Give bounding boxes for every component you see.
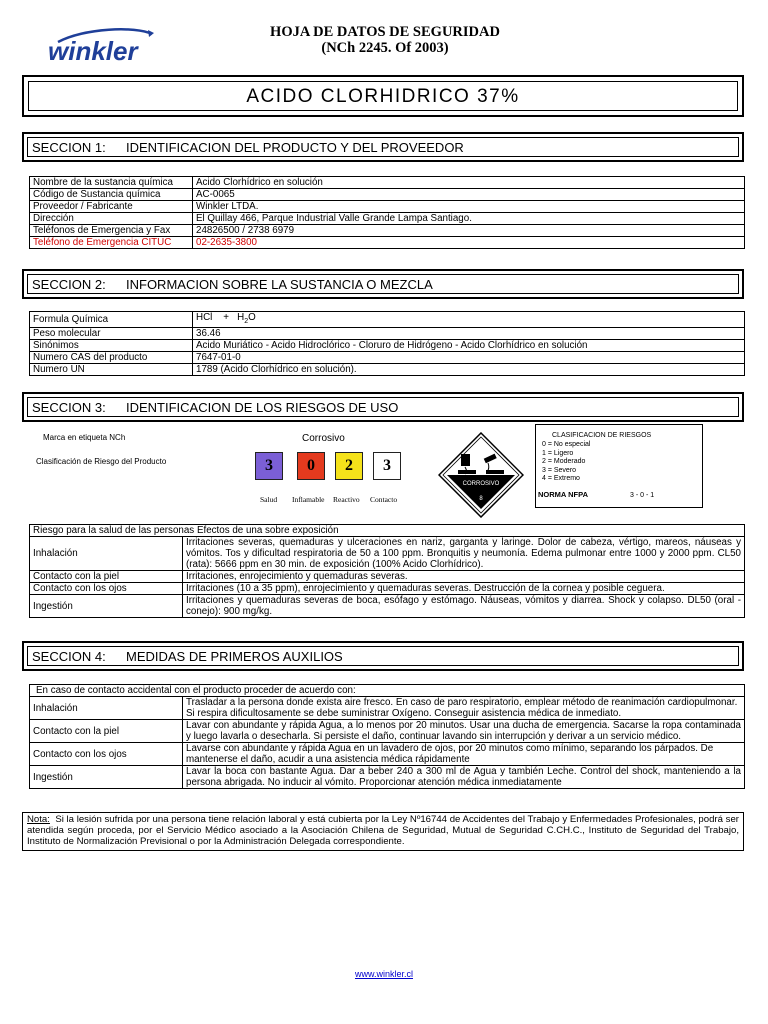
section-title: IDENTIFICACION DEL PRODUCTO Y DEL PROVEEDOR (126, 140, 464, 155)
logo-swoosh-icon (40, 22, 170, 72)
table-row (30, 351, 745, 363)
intro-text: En caso de contacto accidental con el producto proceder de acuerdo con: (30, 685, 745, 697)
corrosive-diamond-icon (438, 432, 524, 518)
row-label: Formula Química (30, 312, 193, 328)
table-row (30, 327, 745, 339)
table-row (30, 583, 745, 595)
table-row (30, 312, 745, 328)
row-label: Inhalación (30, 697, 183, 720)
row-label: Código de Sustancia química (30, 189, 193, 201)
table-header-row (30, 525, 745, 537)
website-link[interactable]: www.winkler.cl (354, 969, 413, 979)
clasificacion-label: Clasificación de Riesgo del Producto (36, 457, 167, 466)
nfpa-contact-square: 3 (373, 452, 401, 480)
row-value: Irritaciones, enrojecimiento y quemaduras severas. (183, 571, 745, 583)
row-value: Irritaciones severas, quemaduras y ulceraciones en nariz, garganta y laringe. Dolor de cabeza, vértigo, mareos, náuseas y vómitos. Tos y dificultad respiratoria de 50 a 100 ppm. Bronquitis y neumonía. Edema pulmonar entre 1000 y 2000 ppm. CL50 (rata): 5666 ppm en 30 min. de exposición (100% Acido Clorhídrico). (183, 537, 745, 571)
section-4-header (22, 641, 744, 671)
norma-nfpa-value: 3 - 0 - 1 (630, 492, 655, 499)
table-row (30, 201, 745, 213)
table-row (30, 697, 745, 720)
section-1-header (22, 132, 744, 162)
legend-title: CLASIFICACION DE RIESGOS (552, 432, 652, 439)
row-value: AC-0065 (193, 189, 745, 201)
legend-item: 0 = No especial (542, 441, 591, 448)
legend-item: 1 = Ligero (542, 449, 574, 457)
row-value: El Quillay 466, Parque Industrial Valle Grande Lampa Santiago. (193, 213, 745, 225)
row-label: Proveedor / Fabricante (30, 201, 193, 213)
section-3-header (22, 392, 744, 422)
row-value: Irritaciones (10 a 35 ppm), enrojecimiento y quemaduras severas. Destrucción de la cornea y posible ceguera. (183, 583, 745, 595)
row-label: Ingestión (30, 595, 183, 618)
section-title: MEDIDAS DE PRIMEROS AUXILIOS (126, 649, 343, 664)
corrosivo-label: Corrosivo (302, 433, 345, 444)
row-value: 1789 (Acido Clorhídrico en solución). (193, 363, 745, 375)
table-row (30, 189, 745, 201)
section-3-table (29, 524, 745, 618)
section-number: SECCION 2: (32, 277, 106, 292)
table-row (30, 225, 745, 237)
winkler-logo (40, 22, 170, 72)
norma-nfpa-label: NORMA NFPA (538, 490, 588, 499)
square-label: Salud (260, 495, 278, 504)
section-2-header (22, 269, 744, 299)
row-value: 02-2635-3800 (193, 237, 745, 249)
marca-label: Marca en etiqueta NCh (43, 433, 126, 442)
table-row (30, 213, 745, 225)
document-title: HOJA DE DATOS DE SEGURIDAD (270, 24, 500, 40)
product-title-box (22, 75, 744, 117)
row-value: Acido Muriático - Acido Hidroclórico - Cloruro de Hidrógeno - Acido Clorhídrico en solución (193, 339, 745, 351)
section-4-table (29, 684, 745, 789)
row-value: Lavar la boca con bastante Agua. Dar a beber 240 a 300 ml de Agua y también Leche. Control del shock, manteniendo a la persona abrigada. No inducir al vómito. Proporcionar atención médica inmediatamente (183, 766, 745, 789)
square-label: Reactivo (333, 495, 360, 504)
table-intro-row (30, 685, 745, 697)
nfpa-health-square: 3 (255, 452, 283, 480)
table-row (30, 743, 745, 766)
square-label: Contacto (370, 495, 398, 504)
row-value: Irritaciones y quemaduras severas de boca, esófago y estómago. Náuseas, vómitos y diarrea. Shock y colapso. DL50 (oral - conejo): 900 mg/kg. (183, 595, 745, 618)
table-header: Riesgo para la salud de las personas Efectos de una sobre exposición (30, 525, 745, 537)
table-row (30, 571, 745, 583)
row-value: Trasladar a la persona donde exista aire fresco. En caso de paro respiratorio, emplear método de reanimación cardiopulmonar. Si respira dificultosamente se debe suministrar Oxígeno. Conseguir asistencia médica de inmediato. (183, 697, 745, 720)
table-row (30, 339, 745, 351)
row-label: Sinónimos (30, 339, 193, 351)
row-label: Contacto con la piel (30, 720, 183, 743)
row-label: Contacto con la piel (30, 571, 183, 583)
legend-item: 3 = Severo (542, 466, 577, 474)
table-row (30, 595, 745, 618)
section-number: SECCION 4: (32, 649, 106, 664)
row-label: Peso molecular (30, 327, 193, 339)
row-label: Dirección (30, 213, 193, 225)
row-value: 7647-01-0 (193, 351, 745, 363)
section-title: IDENTIFICACION DE LOS RIESGOS DE USO (126, 400, 399, 415)
table-row (30, 237, 745, 249)
section-number: SECCION 1: (32, 140, 106, 155)
row-value: Lavar con abundante y rápida Agua, a lo menos por 20 minutos. Usar una ducha de emergencia. Sacarse la ropa contaminada y luego lavarla o desecharla. Si persiste el daño, continuar lavando sin interrupción y derivar a un servicio médico. (183, 720, 745, 743)
nfpa-reactive-square: 2 (335, 452, 363, 480)
square-label: Inflamable (292, 495, 325, 504)
legend-item: 4 = Extremo (542, 475, 580, 482)
row-label: Ingestión (30, 766, 183, 789)
table-row (30, 537, 745, 571)
table-row (30, 177, 745, 189)
row-label: Numero CAS del producto (30, 351, 193, 363)
diamond-label: CORROSIVO (462, 481, 500, 487)
logo-text: winkler (48, 36, 138, 66)
row-value: Acido Clorhídrico en solución (193, 177, 745, 189)
legal-note (22, 812, 744, 851)
row-label: Numero UN (30, 363, 193, 375)
row-label: Nombre de la sustancia química (30, 177, 193, 189)
section-1-table (29, 176, 745, 249)
row-value: Lavarse con abundante y rápida Agua en un lavadero de ojos, por 20 minutos como mínimo, separando los párpados. De mantenerse el daño, acudir a una asistencia médica rápidamente (183, 743, 745, 766)
row-label: Inhalación (30, 537, 183, 571)
row-label: Contacto con los ojos (30, 583, 183, 595)
row-label: Teléfonos de Emergencia y Fax (30, 225, 193, 237)
section-title: INFORMACION SOBRE LA SUSTANCIA O MEZCLA (126, 277, 433, 292)
risk-legend-box (535, 424, 703, 508)
section-number: SECCION 3: (32, 400, 106, 415)
note-text: Si la lesión sufrida por una persona tiene relación laboral y está cubierta por la Ley Nº16744 de Accidentes del Trabajo y Enfermedades Profesionales, podrá ser atendida según proceda, por el Servicio Médico asociado a la Asociación Chilena de Seguridad, Mutual de Seguridad C.CH.C., Instituto de Seguridad del Trabajo, Instituto de Normalización Previsional o por la Administración Delegada correspondiente. (27, 814, 739, 847)
table-row (30, 363, 745, 375)
section-2-table (29, 311, 745, 376)
product-title: ACIDO CLORHIDRICO 37% (28, 81, 738, 111)
note-label: Nota: (27, 814, 50, 825)
table-row (30, 766, 745, 789)
legend-item: 2 = Moderado (542, 458, 586, 465)
row-label: Teléfono de Emergencia CITUC (30, 237, 193, 249)
document-norm: (NCh 2245. Of 2003) (321, 40, 449, 56)
row-label: Contacto con los ojos (30, 743, 183, 766)
nfpa-flammable-square: 0 (297, 452, 325, 480)
diamond-class: 8 (479, 496, 483, 502)
table-row (30, 720, 745, 743)
row-value: 36.46 (193, 327, 745, 339)
row-value: 24826500 / 2738 6979 (193, 225, 745, 237)
row-value: Winkler LTDA. (193, 201, 745, 213)
formula-value: HCl + $H_2O$ (193, 312, 745, 328)
